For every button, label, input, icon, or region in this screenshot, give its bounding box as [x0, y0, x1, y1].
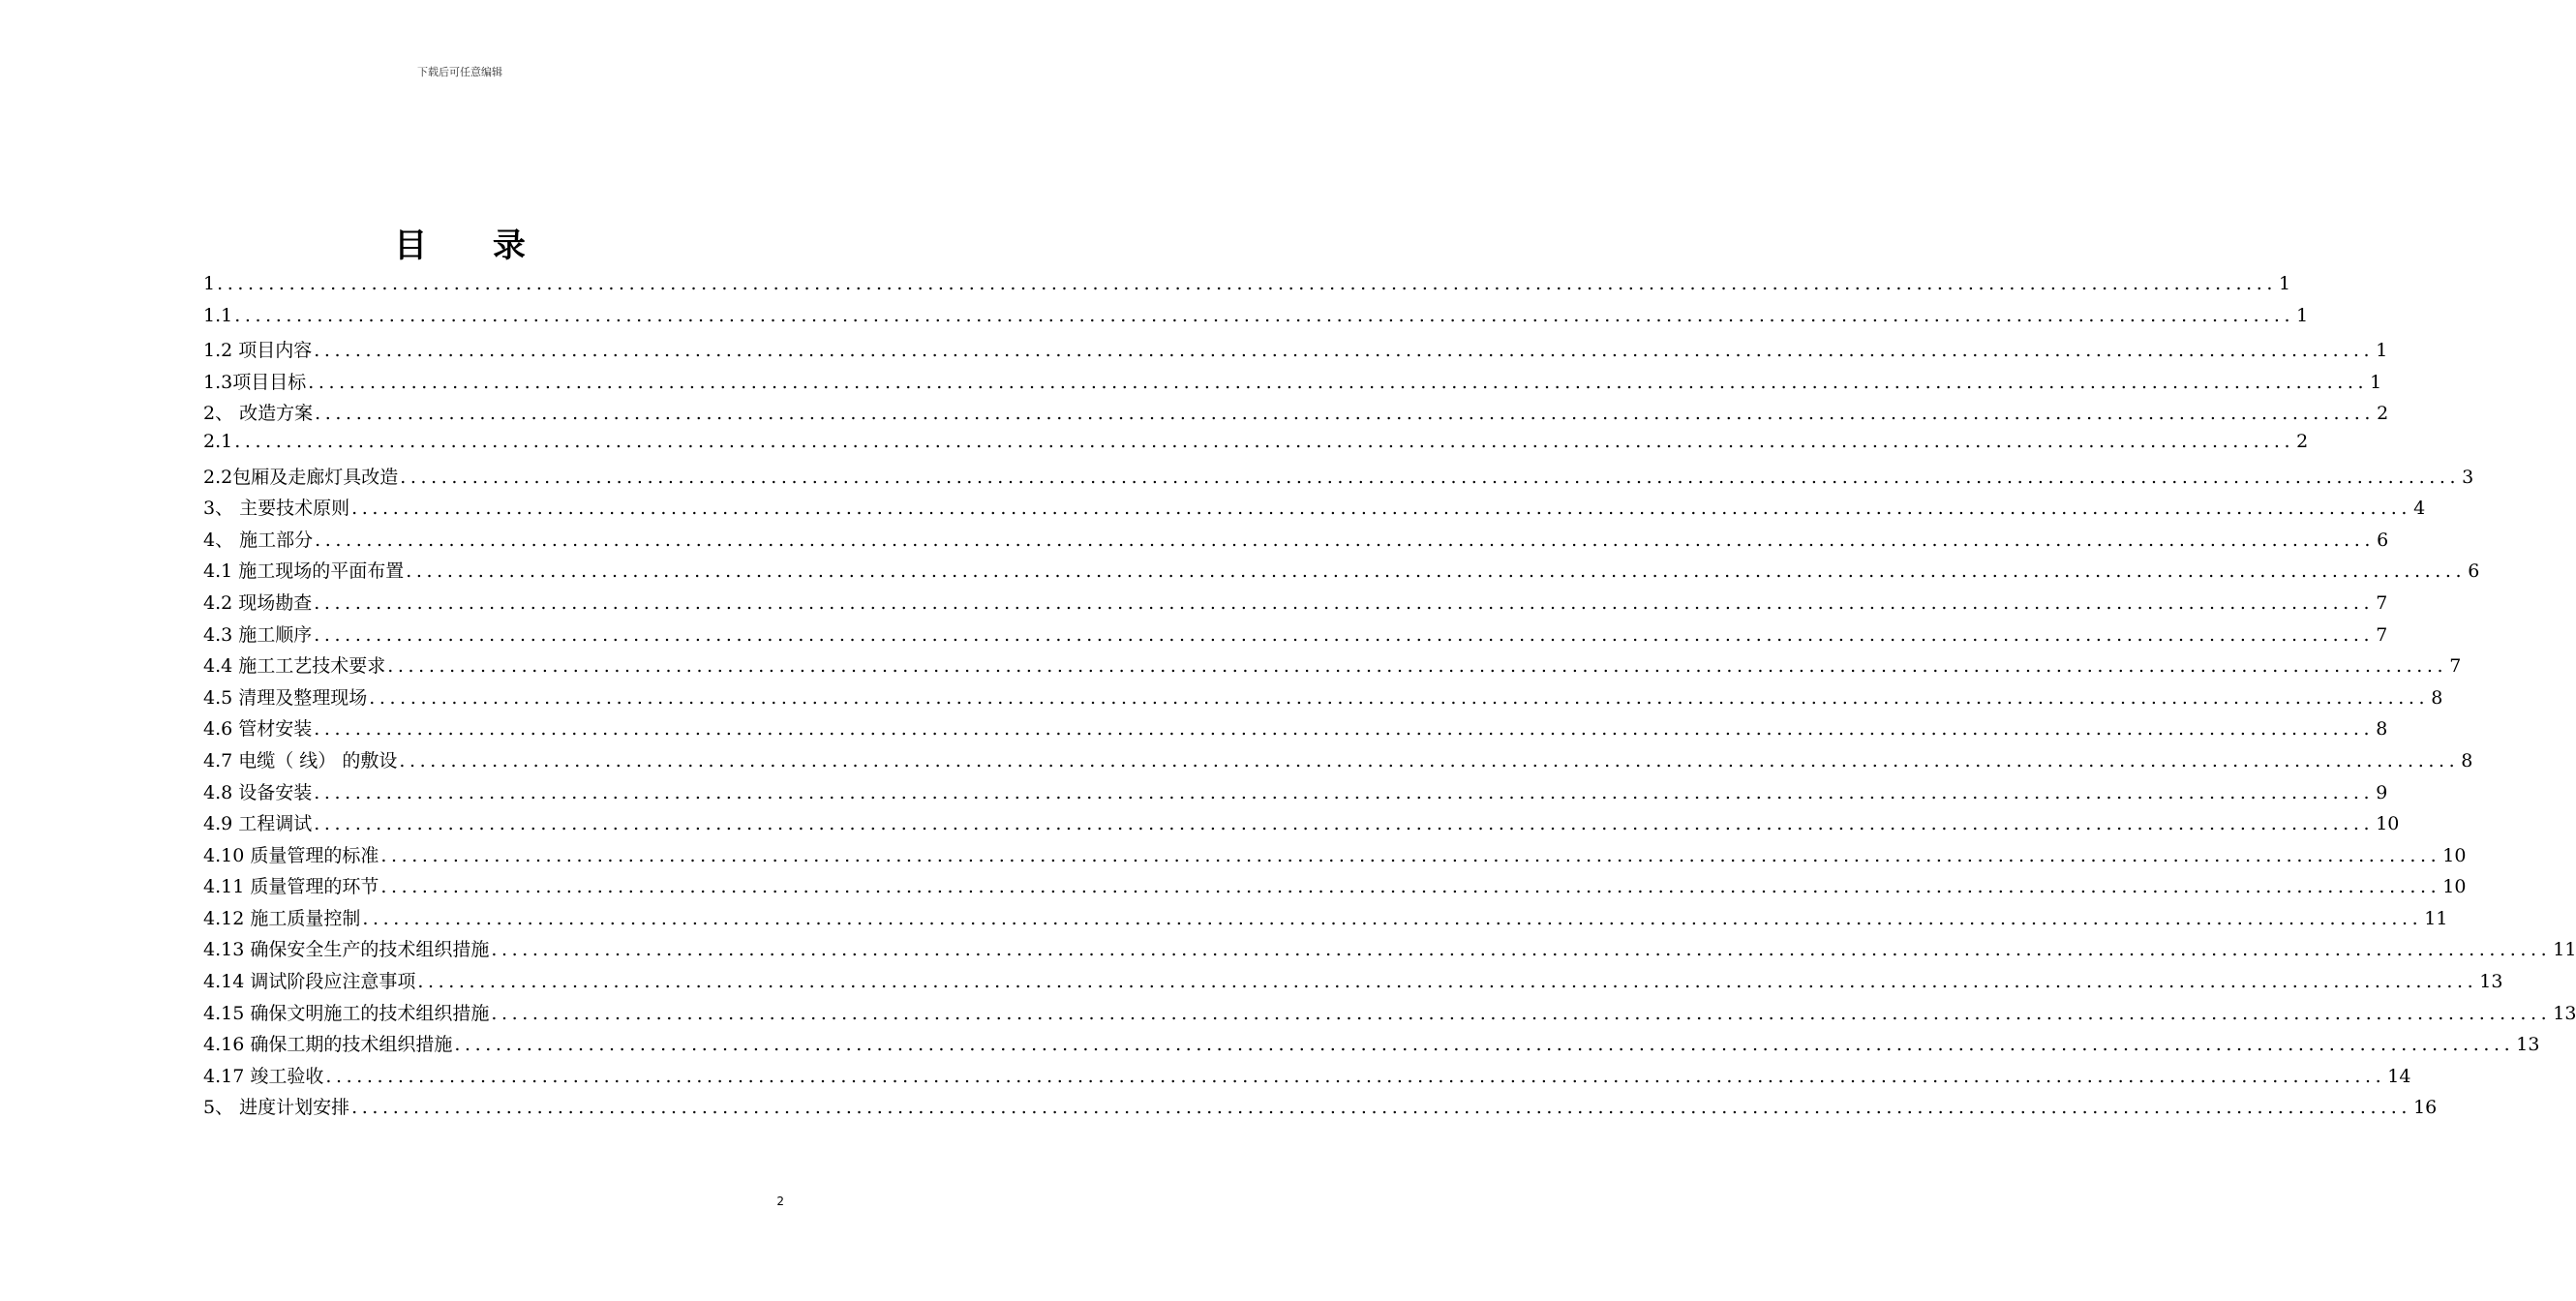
toc-entry-label: 1 — [203, 273, 216, 294]
toc-entry[interactable] — [203, 872, 2467, 904]
toc-entry-page: 7 — [2376, 623, 2388, 646]
toc-entry[interactable] — [203, 999, 2576, 1031]
toc-leader-dots: ........................................................................................................................................................................................................ — [314, 591, 2375, 614]
toc-entry-label: 5、 进度计划安排 — [203, 1097, 350, 1119]
toc-leader-dots: ........................................................................................................................................................................................................ — [314, 623, 2375, 646]
toc-entry[interactable] — [203, 336, 2388, 368]
toc-entry[interactable] — [203, 399, 2389, 431]
toc-leader-dots: ........................................................................................................................................................................................................ — [314, 718, 2375, 741]
toc-entry-label: 4.15 确保文明施工的技术组织措施 — [203, 1002, 490, 1024]
toc-entry-label: 4.7 电缆（ 线） 的敷设 — [203, 749, 398, 772]
toc-entry-page: 1 — [2376, 340, 2388, 362]
toc-leader-dots: ........................................................................................................................................................................................................ — [314, 340, 2375, 362]
toc-entry-page: 1 — [2370, 371, 2382, 393]
toc-entry-page: 8 — [2431, 686, 2443, 709]
toc-leader-dots: ........................................................................................................................................................................................................ — [314, 813, 2375, 835]
toc-entry[interactable] — [203, 1062, 2411, 1094]
toc-entry[interactable] — [203, 841, 2467, 873]
toc-entry[interactable] — [203, 1093, 2438, 1125]
toc-leader-dots: ........................................................................................................................................................................................................ — [217, 273, 2278, 294]
toc-entry-page: 2 — [2296, 430, 2309, 452]
toc-entry-label: 1.3项目目标 — [203, 371, 307, 393]
toc-entry-label: 4.8 设备安装 — [203, 781, 313, 803]
toc-entry-page: 1 — [2296, 304, 2309, 326]
toc-entry-page: 6 — [2377, 529, 2389, 551]
toc-entry[interactable] — [203, 273, 2291, 305]
toc-entry-label: 4.4 施工工艺技术要求 — [203, 655, 386, 678]
toc-entry-label: 4.1 施工现场的平面布置 — [203, 560, 405, 583]
toc-leader-dots: ........................................................................................................................................................................................................ — [491, 939, 2552, 961]
toc-entry[interactable] — [203, 494, 2426, 526]
toc-entry-label: 4.14 调试阶段应注意事项 — [203, 971, 416, 993]
toc-entry[interactable] — [203, 904, 2448, 936]
toc-leader-dots: ........................................................................................................................................................................................................ — [417, 971, 2478, 993]
toc-entry-page: 8 — [2376, 718, 2388, 741]
toc-entry-page: 11 — [2553, 939, 2576, 961]
toc-entry-label: 4.10 质量管理的标准 — [203, 844, 379, 866]
toc-entry-page: 6 — [2468, 560, 2480, 583]
toc-leader-dots: ........................................................................................................................................................................................................ — [234, 304, 2295, 326]
toc-entry[interactable] — [203, 683, 2443, 715]
toc-leader-dots: ........................................................................................................................................................................................................ — [325, 1065, 2386, 1087]
toc-entry[interactable] — [203, 557, 2480, 589]
toc-entry-label: 1.2 项目内容 — [203, 340, 313, 362]
toc-leader-dots: ........................................................................................................................................................................................................ — [308, 371, 2369, 393]
toc-entry-page: 9 — [2376, 781, 2388, 803]
toc-entry-page: 10 — [2442, 876, 2467, 898]
toc-entry-page: 16 — [2413, 1097, 2438, 1119]
toc-leader-dots: ........................................................................................................................................................................................................ — [380, 844, 2441, 866]
toc-entry-page: 7 — [2449, 655, 2462, 678]
toc-entry-label: 4.16 确保工期的技术组织措施 — [203, 1034, 453, 1056]
toc-entry[interactable] — [203, 746, 2473, 778]
toc-entry[interactable] — [203, 526, 2389, 558]
toc-entry[interactable] — [203, 778, 2388, 810]
toc-entry[interactable] — [203, 304, 2309, 337]
toc-leader-dots: ........................................................................................................................................................................................................ — [351, 1097, 2412, 1119]
toc-entry-page: 13 — [2479, 971, 2503, 993]
toc-entry[interactable] — [203, 809, 2400, 841]
toc-leader-dots: ........................................................................................................................................................................................................ — [406, 560, 2467, 583]
toc-entry-page: 10 — [2376, 813, 2400, 835]
toc-leader-dots: ........................................................................................................................................................................................................ — [491, 1002, 2552, 1024]
toc-entry[interactable] — [203, 1030, 2540, 1062]
toc-entry-label: 4.2 现场勘查 — [203, 591, 313, 614]
toc-entry-page: 14 — [2387, 1065, 2411, 1087]
toc-leader-dots: ........................................................................................................................................................................................................ — [234, 430, 2295, 452]
toc-leader-dots: ........................................................................................................................................................................................................ — [387, 655, 2448, 678]
toc-entry[interactable] — [203, 589, 2388, 620]
page-header: 下载后可任意编辑 — [417, 66, 502, 78]
toc-entry[interactable] — [203, 935, 2576, 967]
toc-entry-page: 11 — [2424, 907, 2448, 929]
toc-leader-dots: ........................................................................................................................................................................................................ — [380, 876, 2441, 898]
toc-entry-label: 3、 主要技术原则 — [203, 498, 350, 520]
toc-entry-label: 4.5 清理及整理现场 — [203, 686, 368, 709]
toc-leader-dots: ........................................................................................................................................................................................................ — [351, 498, 2412, 520]
toc-leader-dots: ........................................................................................................................................................................................................ — [454, 1034, 2515, 1056]
toc-entry-label: 4.9 工程调试 — [203, 813, 313, 835]
toc-leader-dots: ........................................................................................................................................................................................................ — [399, 749, 2460, 772]
toc-entry-label: 4.11 质量管理的环节 — [203, 876, 379, 898]
toc-entry-page: 2 — [2377, 403, 2389, 425]
toc-entry-page: 3 — [2462, 466, 2474, 488]
toc-entry[interactable] — [203, 368, 2382, 400]
toc-entry-page: 7 — [2376, 591, 2388, 614]
toc-entry[interactable] — [203, 620, 2388, 652]
toc-leader-dots: ........................................................................................................................................................................................................ — [400, 466, 2461, 488]
toc-entry[interactable] — [203, 463, 2474, 495]
toc-entry-page: 1 — [2279, 273, 2291, 294]
toc-leader-dots: ........................................................................................................................................................................................................ — [315, 403, 2376, 425]
toc-entry-label: 4、 施工部分 — [203, 529, 314, 551]
toc-entry-label: 4.12 施工质量控制 — [203, 907, 361, 929]
toc-entry[interactable] — [203, 714, 2388, 746]
toc-entry-page: 13 — [2516, 1034, 2540, 1056]
toc-entry-label: 4.6 管材安装 — [203, 718, 313, 741]
toc-entry-label: 4.3 施工顺序 — [203, 623, 313, 646]
toc-title: 目 录 — [394, 227, 553, 265]
toc-entry-page: 10 — [2442, 844, 2467, 866]
toc-entry-page: 8 — [2461, 749, 2473, 772]
toc-entry-label: 1.1 — [203, 304, 233, 326]
toc-leader-dots: ........................................................................................................................................................................................................ — [369, 686, 2430, 709]
toc-entry-label: 2.2包厢及走廊灯具改造 — [203, 466, 399, 488]
toc-entry-label: 4.17 竣工验收 — [203, 1065, 324, 1087]
table-of-contents — [203, 273, 2576, 1125]
toc-leader-dots: ........................................................................................................................................................................................................ — [314, 781, 2375, 803]
toc-entry[interactable] — [203, 967, 2503, 999]
toc-leader-dots: ........................................................................................................................................................................................................ — [315, 529, 2376, 551]
toc-entry-page: 4 — [2413, 498, 2426, 520]
toc-entry[interactable] — [203, 651, 2462, 683]
toc-leader-dots: ........................................................................................................................................................................................................ — [362, 907, 2423, 929]
toc-entry-page: 13 — [2553, 1002, 2576, 1024]
toc-entry-label: 4.13 确保安全生产的技术组织措施 — [203, 939, 490, 961]
page-number: 2 — [776, 1195, 784, 1208]
toc-entry-label: 2.1 — [203, 430, 233, 452]
toc-entry-label: 2、 改造方案 — [203, 403, 314, 425]
toc-entry[interactable] — [203, 430, 2309, 463]
